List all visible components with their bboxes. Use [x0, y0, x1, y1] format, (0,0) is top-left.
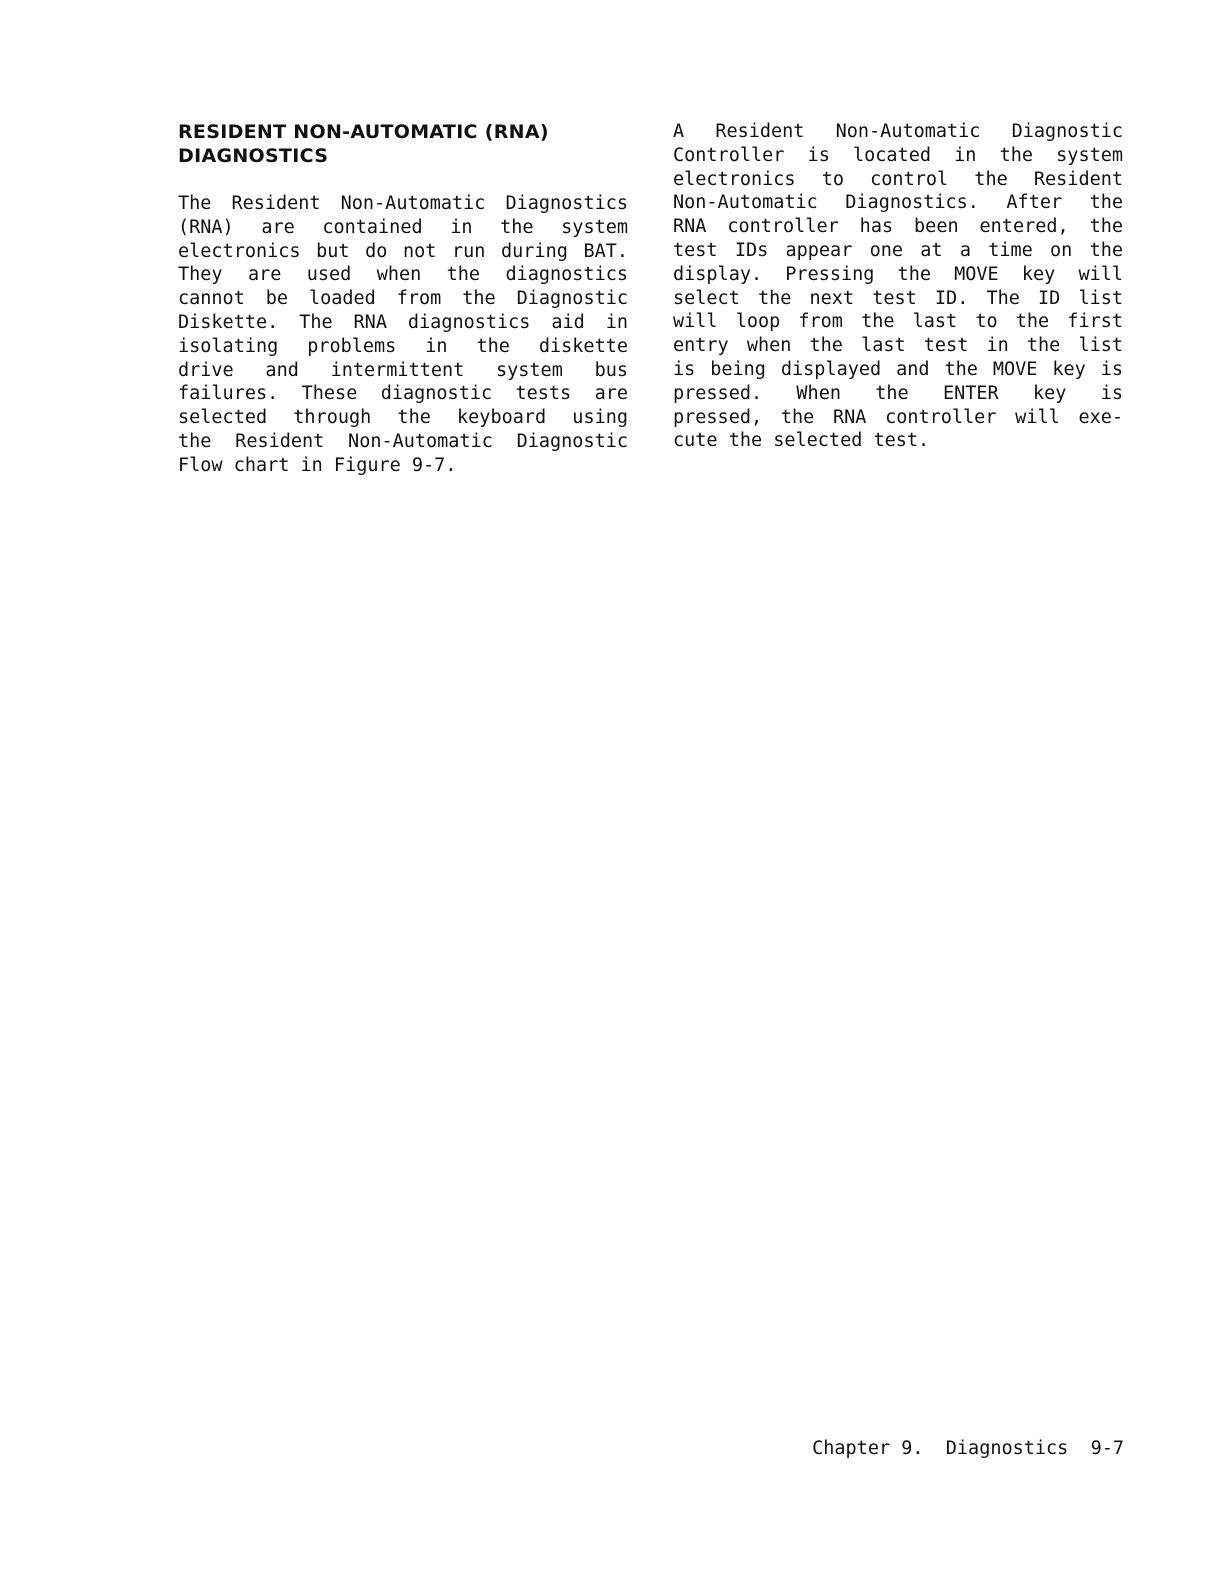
text-line: is being displayed and the MOVE key is — [673, 358, 1123, 380]
section-heading-line: RESIDENT NON-AUTOMATIC (RNA) — [178, 121, 549, 143]
text-line: will loop from the last to the first — [673, 311, 1123, 333]
text-line: selected through the keyboard using — [178, 407, 628, 429]
text-line: They are used when the diagnostics — [178, 264, 628, 286]
right-paragraph — [673, 120, 1123, 453]
text-line: The Resident Non-Automatic Diagnostics — [178, 193, 628, 214]
right-column — [673, 120, 1123, 453]
text-line: entry when the last test in the list — [673, 335, 1123, 357]
text-line: test IDs appear one at a time on the — [673, 239, 1123, 261]
text-line: electronics but do not run during BAT. — [178, 240, 628, 262]
text-line: display. Pressing the MOVE key will — [673, 263, 1123, 285]
section-heading-line: DIAGNOSTICS — [178, 145, 329, 167]
text-line: cute the selected test. — [673, 430, 930, 452]
text-line: Diskette. The RNA diagnostics aid in — [178, 311, 628, 333]
left-column — [178, 120, 628, 478]
text-line: the Resident Non-Automatic Diagnostic — [178, 430, 628, 452]
text-line: drive and intermittent system bus — [178, 359, 628, 381]
text-line: electronics to control the Resident — [673, 168, 1123, 190]
text-line: RNA controller has been entered, the — [673, 216, 1123, 238]
text-line: failures. These diagnostic tests are — [178, 383, 628, 405]
text-line: (RNA) are contained in the system — [178, 216, 628, 238]
text-line: isolating problems in the diskette — [178, 335, 628, 357]
text-line: Flow chart in Figure 9-7. — [178, 454, 457, 476]
left-paragraph — [178, 192, 628, 478]
text-line: pressed. When the ENTER key is — [673, 382, 1123, 404]
text-line: Non-Automatic Diagnostics. After the — [673, 192, 1123, 214]
text-line: pressed, the RNA controller will exe- — [673, 406, 1123, 428]
text-line: Controller is located in the system — [673, 144, 1123, 166]
text-line: select the next test ID. The ID list — [673, 287, 1123, 309]
text-line: A Resident Non-Automatic Diagnostic — [673, 121, 1123, 142]
page-footer: Chapter 9. Diagnostics 9-7 — [812, 1438, 1124, 1459]
text-line: cannot be loaded from the Diagnostic — [178, 288, 628, 310]
section-heading — [178, 120, 628, 168]
